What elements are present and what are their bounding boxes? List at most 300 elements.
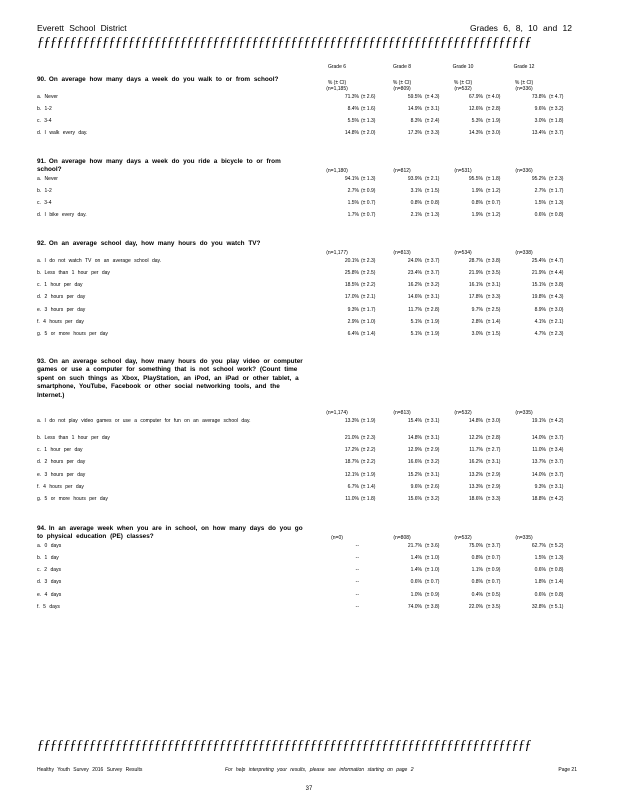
confidence-interval: (± 2.2)	[361, 459, 376, 466]
percent-value: 1.5%	[534, 555, 546, 561]
question-number: 93.	[37, 358, 46, 365]
confidence-interval: (± 1.3)	[549, 200, 564, 207]
percent-value: --	[355, 567, 359, 574]
percent-value: 3.1%	[410, 188, 422, 194]
confidence-interval: (± 0.8)	[425, 200, 440, 207]
percent-value: 0.8%	[410, 200, 422, 207]
answer-label: f. 4 hours per day	[37, 483, 84, 490]
percent-value: 0.6%	[534, 212, 546, 219]
answer-row	[37, 418, 617, 427]
answer-row	[37, 331, 617, 340]
confidence-interval: (± 4.4)	[549, 270, 564, 276]
confidence-interval: (± 4.3)	[425, 93, 440, 100]
percent-value: 2.1%	[410, 212, 422, 219]
confidence-interval: (± 1.6)	[361, 106, 376, 112]
confidence-interval: (± 4.7)	[549, 93, 564, 100]
percent-value: 17.3%	[407, 130, 422, 137]
percent-value: 9.6%	[410, 483, 422, 490]
percent-value: 21.9%	[531, 270, 546, 276]
top-rule: ƒƒƒƒƒƒƒƒƒƒƒƒƒƒƒƒƒƒƒƒƒƒƒƒƒƒƒƒƒƒƒƒƒƒƒƒƒƒƒƒƒƒƒƒƒƒƒƒƒƒƒƒƒƒƒƒƒƒƒƒƒƒƒƒƒƒƒƒƒƒƒƒƒƒƒƒ	[37, 36, 531, 50]
percent-value: 14.6%	[407, 294, 422, 301]
confidence-interval: (± 3.7)	[549, 130, 564, 137]
answer-row	[37, 188, 617, 197]
answer-row	[37, 435, 617, 444]
confidence-interval: (± 3.6)	[425, 542, 440, 549]
sample-size: (n=1,177)	[326, 250, 348, 257]
confidence-interval: (± 1.8)	[549, 118, 564, 125]
percent-value: 17.2%	[344, 447, 359, 454]
sample-size: (n=808)	[393, 535, 411, 542]
confidence-interval: (± 3.0)	[486, 417, 501, 424]
confidence-interval: (± 3.1)	[549, 483, 564, 490]
confidence-interval: (± 3.3)	[486, 294, 501, 301]
answer-label: a. I do not play video games or use a computer for fun on an average school day.	[37, 417, 251, 424]
confidence-interval: (± 4.2)	[549, 496, 564, 502]
answer-row	[37, 294, 617, 303]
percent-value: 16.6%	[407, 459, 422, 466]
percent-value: 11.0%	[532, 447, 546, 454]
percent-value: 18.7%	[344, 459, 359, 466]
percent-value: 5.3%	[471, 118, 483, 125]
percent-value: 16.2%	[407, 282, 422, 289]
confidence-interval: (± 1.3)	[361, 118, 376, 125]
percent-value: 71.3%	[344, 93, 359, 100]
question-block	[37, 240, 617, 364]
percent-value: 17.8%	[468, 294, 483, 301]
question-number: 91.	[37, 158, 46, 165]
grade-header: Grade 12	[513, 64, 535, 70]
percent-value: 19.8%	[531, 294, 546, 301]
confidence-interval: (± 2.3)	[361, 435, 376, 441]
percent-value: 6.7%	[347, 483, 359, 490]
answer-row	[37, 270, 617, 279]
confidence-interval: (± 5.1)	[549, 603, 564, 610]
percent-value: 21.9%	[468, 270, 483, 276]
confidence-interval: (± 3.1)	[486, 459, 501, 466]
answer-row	[37, 212, 617, 221]
confidence-interval: (± 3.4)	[549, 447, 564, 454]
percent-value: 0.6%	[534, 591, 546, 598]
percent-value: 67.9%	[468, 93, 483, 100]
confidence-interval: (± 3.1)	[425, 435, 440, 441]
confidence-interval: (± 0.8)	[549, 212, 564, 219]
sample-size: (n=813)	[393, 250, 411, 257]
sample-size: (n=812)	[393, 168, 411, 175]
percent-value: 14.0%	[531, 435, 546, 441]
percent-value: 14.8%	[344, 130, 359, 137]
answer-label: c. 3-4	[37, 118, 52, 125]
percent-value: 15.4%	[407, 417, 422, 424]
answer-label: f. 4 hours per day	[37, 318, 84, 325]
percent-value: 24.0%	[407, 257, 422, 264]
sample-size: (n=336)	[515, 168, 533, 175]
confidence-interval: (± 3.2)	[425, 496, 440, 502]
answer-label: g. 5 or more hours per day	[37, 331, 108, 337]
confidence-interval: (± 1.9)	[486, 118, 501, 125]
answer-label: e. 4 days	[37, 591, 62, 598]
confidence-interval: (± 3.7)	[486, 542, 501, 549]
percent-value: 8.4%	[347, 106, 359, 112]
confidence-interval: (± 0.8)	[549, 567, 564, 574]
percent-value: 1.9%	[471, 212, 483, 219]
answer-label: c. 2 days	[37, 567, 62, 574]
question-block	[37, 76, 617, 164]
percent-value: 12.2%	[468, 435, 483, 441]
confidence-interval: (± 2.1)	[425, 175, 440, 182]
answer-row	[37, 258, 617, 267]
confidence-interval: (± 2.1)	[549, 318, 564, 325]
answer-row	[37, 555, 617, 564]
question-title	[37, 76, 309, 84]
confidence-interval: (± 0.7)	[486, 200, 501, 207]
percent-value: 93.9%	[407, 175, 422, 182]
answer-label: e. 3 hours per day	[37, 471, 86, 478]
percent-value: 62.7%	[531, 542, 546, 549]
confidence-interval: (± 1.0)	[425, 555, 440, 561]
percent-value: 32.8%	[531, 603, 546, 610]
percent-value: 11.7%	[469, 447, 483, 454]
percent-value: 13.7%	[531, 459, 546, 466]
percent-value: 59.5%	[407, 93, 422, 100]
percent-value: --	[355, 542, 359, 549]
percent-value: 18.6%	[468, 496, 483, 502]
sample-size: (n=0)	[331, 535, 343, 542]
confidence-interval: (± 0.5)	[486, 591, 501, 598]
confidence-interval: (± 3.5)	[486, 603, 501, 610]
percent-value: 2.7%	[347, 188, 359, 194]
question-text: In an average week when you are in school, on how many days do you go to physical education (PE) classes?	[37, 525, 303, 541]
confidence-interval: (± 2.6)	[425, 483, 440, 490]
percent-value: 8.9%	[534, 306, 546, 313]
confidence-interval: (± 1.7)	[549, 188, 564, 194]
sample-size: (n=1,174)	[326, 410, 348, 417]
sample-size: (n=532)	[454, 535, 472, 542]
confidence-interval: (± 2.7)	[486, 447, 501, 454]
question-number: 92.	[37, 240, 46, 247]
confidence-interval: (± 3.7)	[549, 435, 564, 441]
answer-row	[37, 472, 617, 481]
percent-value: 11.0%	[345, 496, 359, 502]
percent-value: 23.4%	[407, 270, 422, 276]
confidence-interval: (± 4.0)	[486, 93, 501, 100]
percent-value: 8.3%	[410, 118, 422, 125]
answer-row	[37, 130, 617, 139]
confidence-interval: (± 2.8)	[486, 435, 501, 441]
percent-value: 21.7%	[407, 542, 422, 549]
grades-label: Grades 6, 8, 10 and 12	[470, 23, 572, 33]
confidence-interval: (± 4.7)	[549, 257, 564, 264]
question-number: 94.	[37, 525, 46, 532]
percent-value: 1.0%	[410, 591, 422, 598]
percent-value: 13.3%	[344, 417, 359, 424]
confidence-interval: (± 3.1)	[425, 471, 440, 478]
ci-header: % (± CI)	[453, 80, 473, 86]
confidence-interval: (± 1.9)	[361, 471, 376, 478]
confidence-interval: (± 3.5)	[486, 270, 501, 276]
confidence-interval: (± 1.4)	[361, 331, 376, 337]
confidence-interval: (± 2.5)	[361, 270, 376, 276]
percent-value: 5.1%	[410, 318, 422, 325]
answer-row	[37, 592, 617, 601]
percent-value: 19.1%	[531, 417, 546, 424]
confidence-interval: (± 1.2)	[486, 212, 501, 219]
footer-help-note: For help interpreting your results, please see information starting on page 2	[225, 767, 414, 773]
percent-value: 0.8%	[471, 555, 483, 561]
question-title	[37, 525, 309, 542]
confidence-interval: (± 3.1)	[425, 417, 440, 424]
sample-size: (n=335)	[515, 535, 533, 542]
answer-row	[37, 106, 617, 115]
percent-value: 15.6%	[407, 496, 422, 502]
confidence-interval: (± 1.5)	[425, 188, 440, 194]
answer-row	[37, 176, 617, 185]
percent-value: 1.8%	[534, 579, 546, 586]
percent-value: 25.4%	[531, 257, 546, 264]
ci-header: % (± CI)	[514, 80, 534, 86]
answer-row	[37, 579, 617, 588]
percent-value: 14.8%	[407, 435, 422, 441]
confidence-interval: (± 1.5)	[486, 331, 501, 337]
confidence-interval: (± 3.1)	[425, 106, 440, 112]
percent-value: 15.2%	[407, 471, 422, 478]
confidence-interval: (± 1.9)	[425, 331, 440, 337]
confidence-interval: (± 1.2)	[486, 188, 501, 194]
district-name: Everett School District	[37, 23, 127, 33]
sample-size: (n=532)	[454, 410, 472, 417]
answer-label: a. I do not watch TV on an average school day.	[37, 257, 162, 264]
answer-row	[37, 543, 617, 552]
confidence-interval: (± 3.7)	[425, 257, 440, 264]
confidence-interval: (± 0.9)	[361, 188, 376, 194]
confidence-interval: (± 1.4)	[549, 579, 564, 586]
confidence-interval: (± 2.3)	[361, 257, 376, 264]
answer-label: b. 1 day	[37, 555, 59, 561]
confidence-interval: (± 2.9)	[425, 447, 440, 454]
confidence-interval: (± 2.5)	[486, 306, 501, 313]
answer-row	[37, 496, 617, 505]
percent-value: --	[355, 555, 359, 561]
answer-row	[37, 319, 617, 328]
percent-value: --	[355, 579, 359, 586]
percent-value: 3.0%	[534, 118, 546, 125]
answer-label: c. 3-4	[37, 200, 52, 207]
confidence-interval: (± 3.7)	[549, 459, 564, 466]
answer-label: b. 1-2	[37, 106, 52, 112]
confidence-interval: (± 2.1)	[361, 294, 376, 301]
question-title	[37, 358, 309, 400]
percent-value: 74.0%	[407, 603, 422, 610]
confidence-interval: (± 2.2)	[361, 447, 376, 454]
confidence-interval: (± 3.7)	[425, 270, 440, 276]
percent-value: 73.8%	[531, 93, 546, 100]
sample-size: (n=531)	[454, 168, 472, 175]
confidence-interval: (± 2.8)	[486, 106, 501, 112]
percent-value: 13.3%	[468, 483, 483, 490]
percent-value: 12.1%	[344, 471, 359, 478]
sample-size: (n=335)	[515, 410, 533, 417]
confidence-interval: (± 5.2)	[549, 542, 564, 549]
percent-value: 18.8%	[531, 496, 546, 502]
answer-label: d. I bike every day.	[37, 212, 87, 219]
percent-value: 12.6%	[468, 106, 483, 112]
percent-value: 9.7%	[471, 306, 483, 313]
percent-value: 1.5%	[347, 200, 359, 207]
confidence-interval: (± 0.7)	[361, 212, 376, 219]
confidence-interval: (± 1.3)	[425, 212, 440, 219]
ci-header: % (± CI)	[392, 80, 412, 86]
confidence-interval: (± 1.4)	[486, 318, 501, 325]
percent-value: 4.7%	[534, 331, 546, 337]
percent-value: 4.1%	[534, 318, 546, 325]
sample-size: (n=809)	[393, 86, 411, 92]
percent-value: 18.5%	[344, 282, 359, 289]
answer-row	[37, 200, 617, 209]
question-block	[37, 525, 617, 637]
confidence-interval: (± 2.6)	[361, 93, 376, 100]
confidence-interval: (± 2.9)	[486, 471, 501, 478]
question-text: On average how many days a week do you ride a bicycle to or from school?	[37, 158, 281, 174]
confidence-interval: (± 3.2)	[425, 459, 440, 466]
percent-value: 2.7%	[534, 188, 546, 194]
percent-value: --	[355, 603, 359, 610]
sample-size: (n=336)	[515, 86, 533, 92]
percent-value: 15.1%	[531, 282, 546, 289]
confidence-interval: (± 1.9)	[361, 417, 376, 424]
answer-row	[37, 282, 617, 291]
answer-label: c. 1 hour per day	[37, 447, 83, 454]
answer-row	[37, 94, 617, 103]
question-text: On an average school day, how many hours do you play video or computer games or use a computer for something that is not school work? (Count time spent on such things as Xbox, PlayStation, an iPod, an iPad or other tablet, a smartphone, YouTube, Facebook or other social networking tools, and the Internet.)	[37, 358, 303, 399]
percent-value: 9.3%	[347, 306, 359, 313]
confidence-interval: (± 0.9)	[486, 567, 501, 574]
answer-label: a. Never	[37, 93, 58, 100]
confidence-interval: (± 2.9)	[486, 483, 501, 490]
percent-value: 3.0%	[471, 331, 483, 337]
confidence-interval: (± 3.7)	[549, 471, 564, 478]
percent-value: 28.7%	[468, 257, 483, 264]
answer-label: d. I walk every day.	[37, 130, 88, 137]
grade-header: Grade 8	[392, 64, 412, 70]
answer-label: d. 2 hours per day	[37, 294, 86, 301]
confidence-interval: (± 3.2)	[549, 106, 564, 112]
question-title	[37, 158, 309, 175]
confidence-interval: (± 3.8)	[486, 257, 501, 264]
confidence-interval: (± 1.9)	[425, 318, 440, 325]
answer-row	[37, 484, 617, 493]
question-number: 90.	[37, 76, 46, 83]
confidence-interval: (± 1.4)	[361, 483, 376, 490]
question-block	[37, 158, 617, 246]
percent-value: 14.3%	[468, 130, 483, 137]
percent-value: 0.6%	[410, 579, 422, 586]
percent-value: 9.6%	[534, 106, 546, 112]
confidence-interval: (± 2.4)	[425, 118, 440, 125]
confidence-interval: (± 0.7)	[486, 579, 501, 586]
sample-size: (n=813)	[393, 410, 411, 417]
grade-header: Grade 10	[452, 64, 474, 70]
percent-value: 1.4%	[410, 567, 422, 574]
percent-value: 13.2%	[468, 471, 483, 478]
confidence-interval: (± 1.0)	[361, 318, 376, 325]
question-text: On average how many days a week do you walk to or from school?	[48, 76, 279, 83]
confidence-interval: (± 0.7)	[425, 579, 440, 586]
percent-value: --	[355, 591, 359, 598]
percent-value: 6.4%	[347, 331, 359, 337]
percent-value: 94.1%	[344, 175, 359, 182]
answer-row	[37, 118, 617, 127]
percent-value: 13.4%	[531, 130, 546, 137]
confidence-interval: (± 3.1)	[425, 294, 440, 301]
percent-value: 0.8%	[471, 579, 483, 586]
percent-value: 1.5%	[534, 200, 546, 207]
confidence-interval: (± 3.2)	[425, 282, 440, 289]
question-text: On an average school day, how many hours do you watch TV?	[48, 240, 261, 247]
answer-label: f. 5 days	[37, 603, 60, 610]
percent-value: 0.6%	[534, 567, 546, 574]
confidence-interval: (± 2.2)	[361, 282, 376, 289]
answer-row	[37, 604, 617, 613]
percent-value: 12.9%	[407, 447, 422, 454]
confidence-interval: (± 1.0)	[425, 567, 440, 574]
percent-value: 14.8%	[468, 417, 483, 424]
confidence-interval: (± 2.3)	[549, 175, 564, 182]
answer-label: d. 2 hours per day	[37, 459, 86, 466]
confidence-interval: (± 2.3)	[549, 331, 564, 337]
percent-value: 14.9%	[407, 106, 422, 112]
confidence-interval: (± 1.7)	[361, 306, 376, 313]
percent-value: 95.5%	[468, 175, 483, 182]
percent-value: 2.9%	[347, 318, 359, 325]
percent-value: 20.1%	[344, 257, 359, 264]
answer-label: d. 3 days	[37, 579, 62, 586]
confidence-interval: (± 2.0)	[361, 130, 376, 137]
page-number: 37	[305, 786, 313, 792]
confidence-interval: (± 3.0)	[486, 130, 501, 137]
confidence-interval: (± 3.0)	[549, 306, 564, 313]
confidence-interval: (± 3.8)	[425, 603, 440, 610]
sample-size: (n=532)	[454, 86, 472, 92]
percent-value: 75.0%	[468, 542, 483, 549]
confidence-interval: (± 3.1)	[486, 282, 501, 289]
confidence-interval: (± 0.7)	[361, 200, 376, 207]
percent-value: 1.9%	[471, 188, 483, 194]
percent-value: 1.7%	[347, 212, 359, 219]
confidence-interval: (± 1.8)	[486, 175, 501, 182]
confidence-interval: (± 1.8)	[361, 496, 376, 502]
percent-value: 11.7%	[408, 306, 422, 313]
answer-label: b. 1-2	[37, 188, 52, 194]
answer-row	[37, 447, 617, 456]
answer-row	[37, 567, 617, 576]
footer-survey-title: Healthy Youth Survey 2016 Survey Results	[37, 767, 143, 773]
confidence-interval: (± 4.2)	[549, 417, 564, 424]
confidence-interval: (± 1.3)	[549, 555, 564, 561]
percent-value: 17.0%	[344, 294, 359, 301]
percent-value: 1.1%	[471, 567, 483, 574]
answer-label: g. 5 or more hours per day	[37, 496, 108, 502]
sample-size: (n=338)	[515, 250, 533, 257]
bottom-rule: ƒƒƒƒƒƒƒƒƒƒƒƒƒƒƒƒƒƒƒƒƒƒƒƒƒƒƒƒƒƒƒƒƒƒƒƒƒƒƒƒƒƒƒƒƒƒƒƒƒƒƒƒƒƒƒƒƒƒƒƒƒƒƒƒƒƒƒƒƒƒƒƒƒƒƒƒ	[37, 739, 531, 753]
percent-value: 1.4%	[410, 555, 422, 561]
confidence-interval: (± 1.3)	[361, 175, 376, 182]
percent-value: 0.8%	[471, 200, 483, 207]
percent-value: 5.1%	[410, 331, 422, 337]
percent-value: 0.4%	[471, 591, 483, 598]
answer-label: c. 1 hour per day	[37, 282, 83, 289]
footer-page-label: Page 21	[558, 767, 577, 773]
confidence-interval: (± 0.7)	[486, 555, 501, 561]
percent-value: 95.2%	[531, 175, 546, 182]
